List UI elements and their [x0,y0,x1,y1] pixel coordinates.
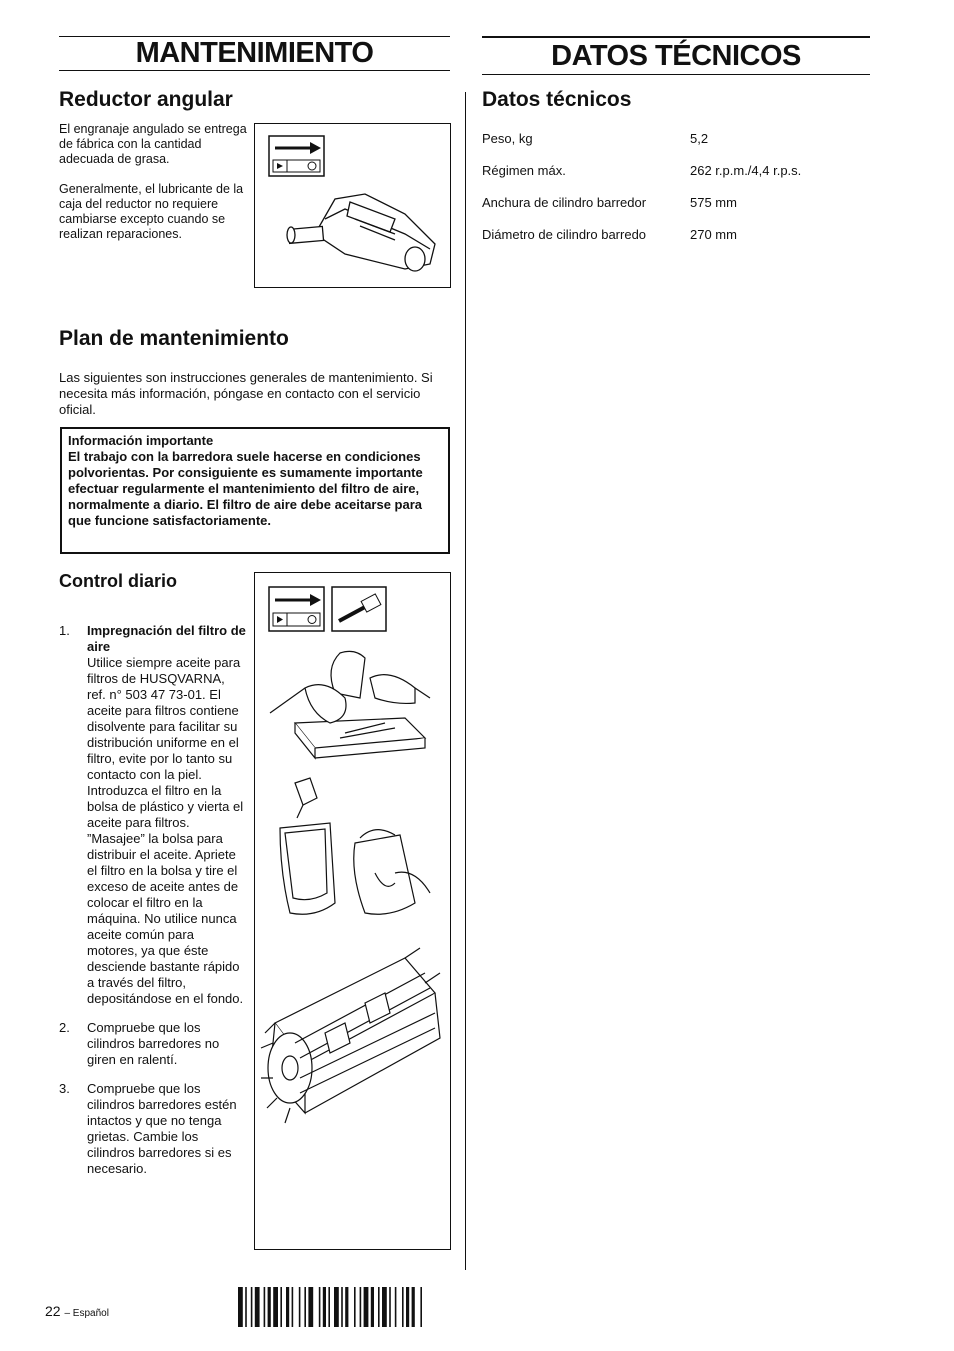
heading-datos-tecnicos: Datos técnicos [482,88,632,111]
title-rule-top-right [482,36,870,38]
title-rule-bottom-left [59,70,450,71]
step-number: 1. [59,623,70,638]
spec-label: Diámetro de cilindro barredo [482,227,647,242]
spec-value: 262 r.p.m./4,4 r.p.s. [690,163,802,178]
plan-intro: Las siguientes son instrucciones generales de mantenimiento. Si necesita más información, póngase en contacto con el servicio oficial. [59,370,433,417]
spec-value: 270 mm [690,227,737,242]
heading-control-diario: Control diario [59,571,177,591]
step-1 [59,623,247,1007]
arrow-manual-icon [269,587,324,631]
page-number-value: 22 [45,1303,61,1319]
column-divider [465,92,466,1270]
important-info-box: Información importante El trabajo con la barredora suele hacerse en condiciones polvorientas. Por consiguiente es sumamente importante efectuar regularmente el mantenimiento del filtro de aire, normalmente a diario. El filtro de aire debe aceitarse para que funcione satisfactoriamente. [60,427,450,554]
filter-wash-illustration [270,651,430,758]
step-text: Utilice siempre aceite para filtros de HUSQVARNA, ref. n° 503 47 73-01. El aceite para filtros contiene disolvente para facilitar su distribución uniforme en el filtro, evite por lo tanto su contacto con la piel. Introduzca el filtro en la bolsa de plástico y vierta el aceite para filtros. ”Masajee” la bolsa para distribuir el aceite. Apriete el filtro en la bolsa y tire el exceso de aceite antes de colocar el filtro en la máquina. No utilice nunca aceite común para motores, ya que éste desciende bastante rápido a través del filtro, depositándose en el fondo. [87,655,244,1006]
page-language: – Español [64,1308,109,1319]
step-3 [59,1081,247,1177]
step-2 [59,1020,247,1068]
spec-label: Anchura de cilindro barredor [482,195,647,210]
heading-plan-mantenimiento: Plan de mantenimiento [59,327,289,350]
step-text: Compruebe que los cilindros barredores no giren en ralentí. [87,1020,220,1067]
page-number [45,1303,109,1319]
daily-control-illustrations [255,573,450,1249]
step-number: 2. [59,1020,70,1035]
heading-reductor-angular: Reductor angular [59,88,233,111]
brush-icon [332,587,386,631]
reductor-para-2: Generalmente, el lubricante de la caja del reductor no requiere cambiarse excepto cuando se realizan reparaciones. [59,182,244,241]
section-title-datos-tecnicos: DATOS TÉCNICOS [551,40,801,72]
step-title: Impregnación del filtro de aire [87,623,246,654]
step-text: Compruebe que los cilindros barredores estén intactos y que no tenga grietas. Cambie los cilindros barredores si es necesario. [87,1081,237,1176]
spec-label: Régimen máx. [482,163,566,178]
oil-bag-illustration [280,778,430,914]
reductor-para-1: El engranaje angulado se entrega de fábrica con la cantidad adecuada de grasa. [59,122,247,166]
daily-control-figure [254,572,451,1250]
section-title-mantenimiento: MANTENIMIENTO [135,37,374,69]
arrow-manual-icon [269,136,324,176]
barcode [238,1287,480,1327]
step-number: 3. [59,1081,70,1096]
title-rule-bottom-right [482,74,870,75]
spec-value: 575 mm [690,195,737,210]
daily-steps-list [59,623,247,1190]
gearbox-figure [254,123,451,288]
spec-value: 5,2 [690,131,709,146]
spec-label: Peso, kg [482,131,533,146]
gearbox-illustration [255,124,450,287]
sweeper-cylinder-illustration [261,948,440,1123]
